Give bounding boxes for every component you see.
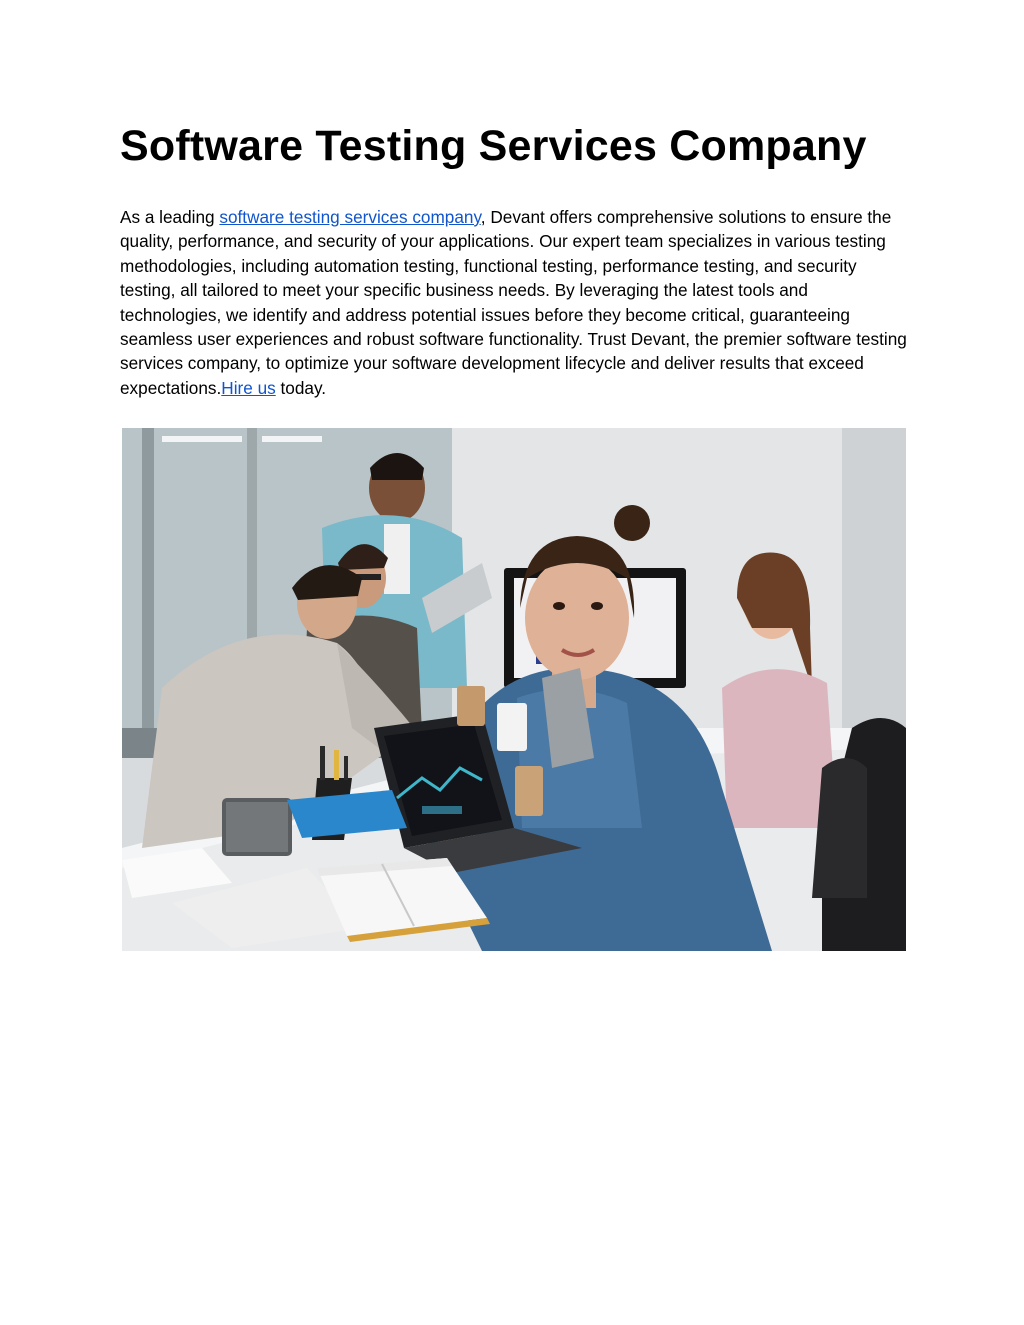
paragraph-intro: As a leading	[120, 207, 220, 227]
paragraph-outro: today.	[275, 377, 327, 398]
paragraph-body: , Devant offers comprehensive solutions to ensure the quality, performance, and security of your applications. Our expert team specializes in various testing methodologies, including automation testing, functional testing, performance testing, and security testing, all tailored to meet your specific business needs. By leveraging the latest tools and technologies, we identify and address potential issues before they become critical, guaranteeing seamless user experiences and robust software functionality. Trust Devant, the premier software testing services company, to optimize your software development lifecycle and deliver results that exceed expectations.	[120, 207, 907, 398]
office-team-photo	[122, 428, 906, 951]
software-testing-services-link[interactable]: software testing services company	[219, 207, 481, 227]
page-title: Software Testing Services Company	[120, 122, 867, 170]
hire-us-link[interactable]: Hire us	[221, 377, 276, 398]
body-paragraph	[120, 205, 910, 400]
